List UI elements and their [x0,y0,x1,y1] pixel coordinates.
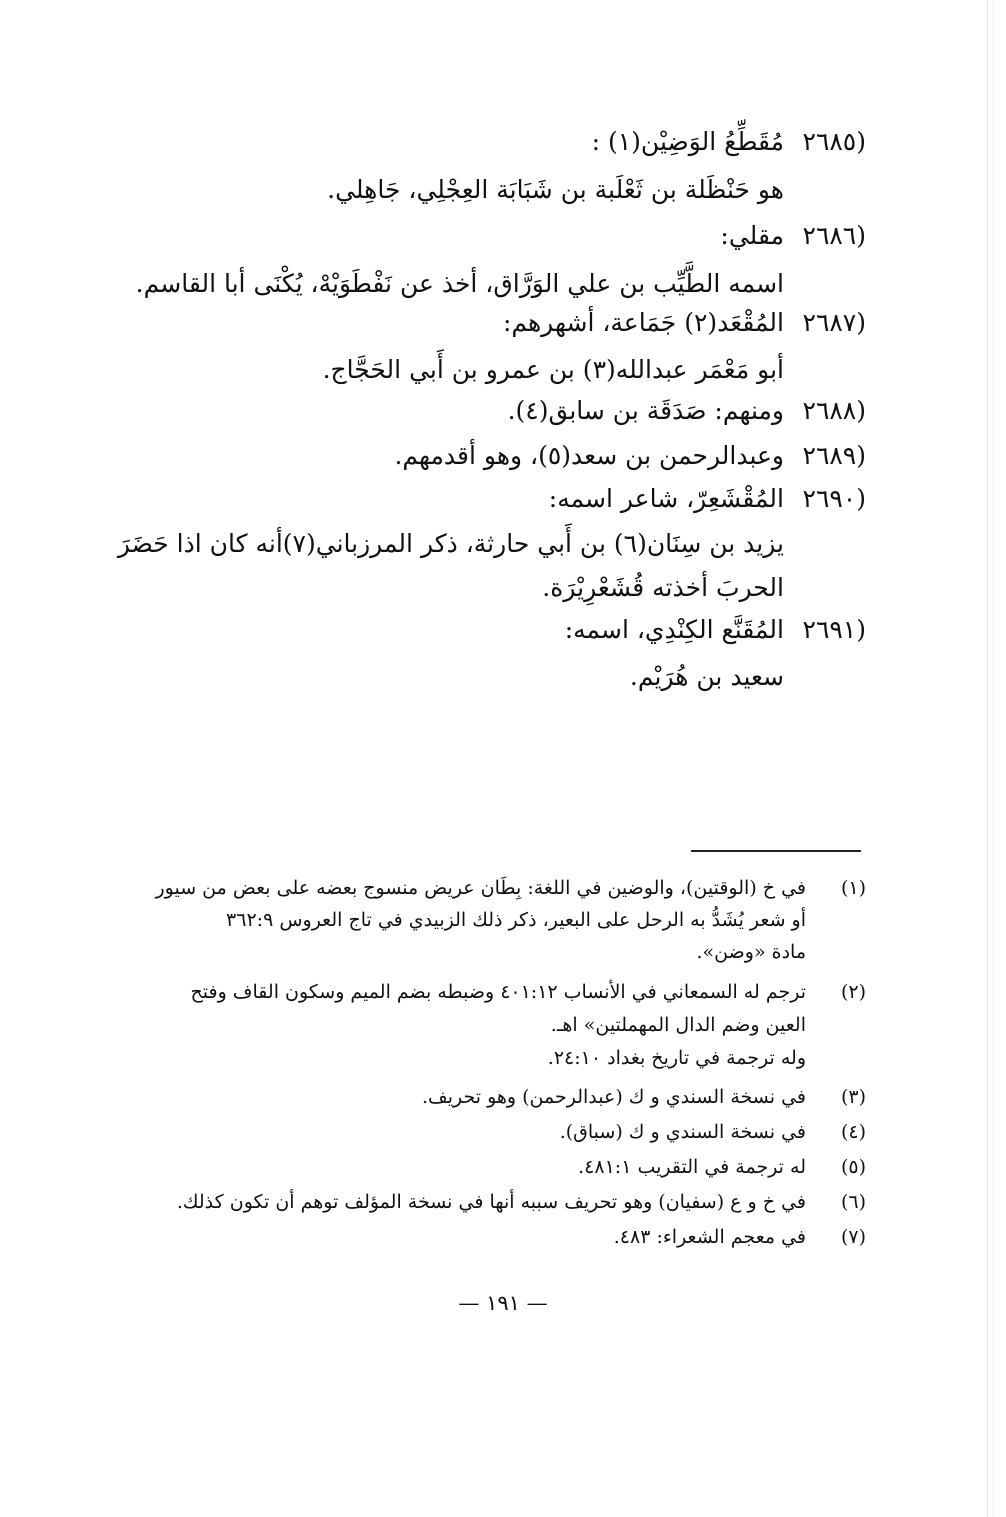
footnote-1 [155,873,866,903]
footnote-2-line-3 [548,1043,806,1073]
page-number: — ١٩١ — [458,1291,548,1315]
footnote-1-line-2 [226,905,806,935]
footnote-text: في خ و ع (سفيان) وهو تحريف سببه أنها في نسخة المؤلف توهم أن تكون كذلك. [176,1191,806,1213]
footnote-text: في خ (الوقتين)، والوضين في اللغة: بِطَان عريض منسوج بعضه على بعض من سيور [155,877,806,899]
entry-heading: مقلي: [720,221,784,250]
entry-text: يزيد بن سِنَان(٦) بن أَبي حارثة، ذكر المرزباني(٧)أنه كان اذا حَضَرَ [117,529,784,558]
entry-number: (٢٦٨٩ [802,441,866,470]
footnote-text: له ترجمة في التقريب ٤٨١:١. [578,1156,806,1178]
entry-number: (٢٦٩٠ [802,484,866,513]
footnote-text: أو شعر يُشَدُّ به الرحل على البعير، ذكر ذلك الزبيدي في تاج العروس ٣٦٢:٩ [226,909,806,931]
entry-2690-body-1 [118,526,784,562]
footnote-number: (٣) [840,1086,866,1108]
footnote-2-line-2 [551,1010,806,1040]
footnote-2 [191,977,866,1007]
entry-2690 [549,481,866,517]
entry-text: اسمه الطَّيِّب بن علي الوَرَّاق، أخذ عن نَفْطَوَيْهْ، يُكْنَى أبا القاسم. [135,269,784,298]
entry-2690-body-2 [542,570,784,606]
footnote-number: (٤) [840,1121,866,1143]
entry-number: (٢٦٨٥ [802,127,866,156]
footnote-text: في نسخة السندي و ك (سباق). [559,1121,806,1143]
footnote-text: مادة «وضن». [696,941,806,963]
entry-text: سعيد بن هُرَيْم. [629,662,784,691]
footnote-text: وله ترجمة في تاريخ بغداد ٢٤:١٠. [547,1047,806,1069]
footnote-6 [177,1187,866,1217]
entry-2691-body [630,659,784,695]
entry-number: (٢٦٨٨ [802,396,866,425]
footnote-text: في نسخة السندي و ك (عبدالرحمن) وهو تحريف. [422,1086,806,1108]
entry-heading: مُقَطِّعُ الوَضِيْن(١) : [591,127,784,156]
entry-2687-body [323,352,784,388]
entry-heading: وعبدالرحمن بن سعد(٥)، وهو أقدمهم. [394,441,784,470]
footnote-4 [560,1117,866,1147]
entry-2686 [720,218,866,254]
entry-2685 [592,124,866,160]
footnote-3 [422,1082,866,1112]
entry-number: (٢٦٨٧ [802,308,866,337]
footnote-number: (٦) [840,1191,866,1213]
footnote-1-line-3 [697,937,806,967]
entry-number: (٢٦٨٦ [802,221,866,250]
footnote-5 [578,1152,866,1182]
entry-text: أبو مَعْمَر عبدالله(٣) بن عمرو بن أَبي الحَجَّاج. [322,355,784,384]
footnote-number: (٢) [840,981,866,1003]
entry-2689 [394,438,866,474]
entry-2688 [508,393,866,429]
footnote-text: ترجم له السمعاني في الأنساب ٤٠١:١٢ وضبطه بضم الميم وسكون القاف وفتح [190,981,806,1003]
entry-heading: المُقْعَد(٢) جَمَاعة، أشهرهم: [502,308,784,337]
entry-text: الحربَ أخذته قُشَعْرِيْرَة. [542,573,784,602]
footnote-number: (٧) [840,1226,866,1248]
entry-2687 [503,305,866,341]
footnote-number: (١) [840,877,866,899]
footnote-text: في معجم الشعراء: ٤٨٣. [613,1226,806,1248]
entry-text: هو حَنْظَلة بن ثَعْلَبة بن شَبَابَة العِجْلِي، جَاهِلي. [327,175,784,204]
entry-2685-body [327,172,784,208]
entry-number: (٢٦٩١ [802,615,866,644]
entry-2686-body [136,266,784,302]
entry-heading: ومنهم: صَدَقَة بن سابق(٤). [507,396,784,425]
footnote-separator [691,850,861,852]
entry-heading: المُقْشَعِرّ، شاعر اسمه: [548,484,784,513]
footnote-number: (٥) [840,1156,866,1178]
entry-2691 [565,612,866,648]
entry-heading: المُقَنَّع الكِنْدِي، اسمه: [564,615,784,644]
footnote-text: العين وضم الدال المهملتين» اهـ. [550,1014,806,1036]
footnote-7 [614,1222,866,1252]
